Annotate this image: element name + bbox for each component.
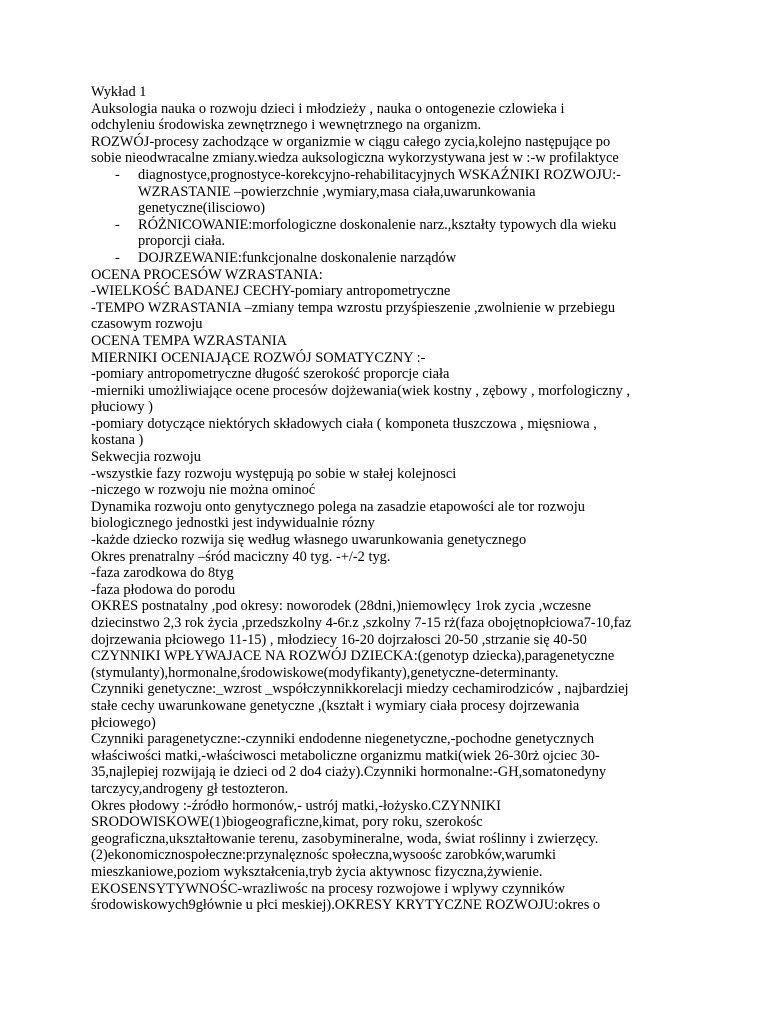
bullet-text: DOJRZEWANIE:funkcjonalne doskonalenie narządów xyxy=(138,249,457,266)
text-line: płuciowy ) xyxy=(91,399,153,416)
bullet-dash: - xyxy=(115,249,120,266)
bullet-text: RÓŻNICOWANIE:morfologiczne doskonalenie narz.,kształty typowych dla wieku xyxy=(138,216,617,233)
text-line: środowiskowych9głównie u płci meskiej).OKRESY KRYTYCZNE ROZWOJU:okres o xyxy=(91,897,601,914)
text-line: Dynamika rozwoju onto genytycznego polega na zasadzie etapowości ale tor rozwoju xyxy=(91,498,585,515)
text-line: (2)ekonomicznospołeczne:przynalęznośc społeczna,wysoośc zarobków,warumki xyxy=(91,847,556,864)
text-line: OKRES postnatalny ,pod okresy: noworodek (28dni,)niemowlęcy 1rok zycia ,wczesne xyxy=(91,598,591,615)
text-line: SRODOWISKOWE(1)biogeograficzne,kimat, pory roku, szerokośc xyxy=(91,814,483,831)
text-line: OCENA TEMPA WZRASTANIA xyxy=(91,332,288,349)
text-line: -niczego w rozwoju nie można ominoć xyxy=(91,482,316,499)
text-line: 35,najlepiej rozwijają ie dzieci od 2 do4 ciaży).Czynniki hormonalne:-GH,somatonedyny xyxy=(91,764,607,781)
text-line: Okres płodowy :-źródło hormonów,- ustrój matki,-łożysko.CZYNNIKI xyxy=(91,797,501,814)
text-line: -faza płodowa do porodu xyxy=(91,581,236,598)
bullet-list xyxy=(91,167,701,267)
bullet-dash: - xyxy=(115,166,120,183)
text-line: mieszkaniowe,poziom wykształcenia,tryb życia aktywnosc fizyczna,żywienie. xyxy=(91,863,543,880)
text-line: czasowym rozwoju xyxy=(91,316,203,333)
bullet-continuation: proporcji ciała. xyxy=(138,233,226,250)
bullet-continuation: genetyczne(ilisciowo) xyxy=(138,200,266,217)
text-line: -TEMPO WZRASTANIA –zmiany tempa wzrostu przyśpieszenie ,zwolnienie w przebiegu xyxy=(91,299,616,316)
text-line: tarczycy,androgeny gł testozteron. xyxy=(91,780,289,797)
text-line: OCENA PROCESÓW WZRASTANIA: xyxy=(91,266,323,283)
text-line: Okres prenatralny –śród maciczny 40 tyg. -+/-2 tyg. xyxy=(91,548,391,565)
text-line: Czynniki genetyczne:_wzrost _współczynnikkorelacji miedzy cechamirodziców , najbardziej xyxy=(91,681,629,698)
text-line: CZYNNIKI WPŁYWAJACE NA ROZWÓJ DZIECKA:(genotyp dziecka),paragenetyczne xyxy=(91,648,615,665)
text-line: -każde dziecko rozwija się według własnego uwarunkowania genetycznego xyxy=(91,532,527,549)
bullet-continuation: WZRASTANIE –powierzchnie ,wymiary,masa ciała,uwarunkowania xyxy=(138,183,536,200)
main-text-section xyxy=(91,267,701,914)
text-line: MIERNIKI OCENIAJĄCE ROZWÓJ SOMATYCZNY :- xyxy=(91,349,426,366)
text-line: właściwości matki,-właściwosci metaboliczne organizmu matki(wiek 26-30rż ojciec 30- xyxy=(91,747,600,764)
text-line: EKOSENSYTYWNOŚC-wrazliwośc na procesy rozwojowe i wplywy czynników xyxy=(91,880,565,897)
text-line: odchyleniu środowiska zewnętrznego i wewnętrznego na organizm. xyxy=(91,117,482,134)
text-line: Czynniki paragenetyczne:-czynniki endodenne niegenetyczne,-pochodne genetycznych xyxy=(91,731,595,748)
text-line: dojrzewania płciowego 11-15) , młodziecy 16-20 dojrzałosci 20-50 ,strzanie się 40-50 xyxy=(91,631,587,648)
text-line: -faza zarodkowa do 8tyg xyxy=(91,565,234,582)
text-line: Wykład 1 xyxy=(91,84,147,100)
text-line: kostana ) xyxy=(91,432,144,449)
text-line: ROZWÓJ-procesy zachodzące w organizmie w ciągu całego zycia,kolejno następujące po xyxy=(91,133,611,150)
text-line: biologicznego jednostki jest indywidualnie rózny xyxy=(91,515,375,532)
text-line: geograficzna,ukształtowanie terenu, zasobymineralne, woda, świat roślinny i zwierzęcy. xyxy=(91,830,599,847)
text-line: Auksologia nauka o rozwoju dzieci i młodzieży , nauka o ontogenezie czlowieka i xyxy=(91,100,565,117)
bullet-text: diagnostyce,prognostyce-korekcyjno-rehabilitacyjnych WSKAŹNIKI ROZWOJU:- xyxy=(138,166,621,183)
text-line: stałe cechy uwarunkowane genetyczne ,(kształt i wymiary ciała procesy dojrzewania xyxy=(91,697,580,714)
text-line: płciowego) xyxy=(91,714,156,731)
bullet-dash: - xyxy=(115,216,120,233)
text-line: -mierniki umożliwiające ocene procesów dojżewania(wiek kostny , zębowy , morfologiczny , xyxy=(91,382,631,399)
bullet-item xyxy=(91,167,701,184)
bullet-item xyxy=(91,217,701,234)
text-line: -wszystkie fazy rozwoju występują po sobie w stałej kolejnosci xyxy=(91,465,457,482)
text-line: Sekwecjia rozwoju xyxy=(91,449,201,466)
text-line: -WIELKOŚĆ BADANEJ CECHY-pomiary antropometryczne xyxy=(91,283,451,300)
text-line: (stymulanty),hormonalne,środowiskowe(modyfikanty),genetyczne-determinanty. xyxy=(91,664,559,681)
text-line: sobie nieodwracalne zmiany.wiedza auksologiczna wykorzystywana jest w :-w profilaktyce xyxy=(91,150,619,167)
text-line: dziecinstwo 2,3 rok życia ,przedszkolny 4-6r.z ,szkolny 7-15 rż(faza obojętnopłciowa7-10,faz xyxy=(91,615,632,631)
text-line: -pomiary antropometryczne długość szerokość proporcje ciała xyxy=(91,366,450,383)
bullet-item xyxy=(91,250,701,267)
document-body xyxy=(91,84,701,914)
intro-section xyxy=(91,84,701,167)
text-line: -pomiary dotyczące niektórych składowych ciała ( komponeta tłuszczowa , mięsniowa , xyxy=(91,415,597,432)
